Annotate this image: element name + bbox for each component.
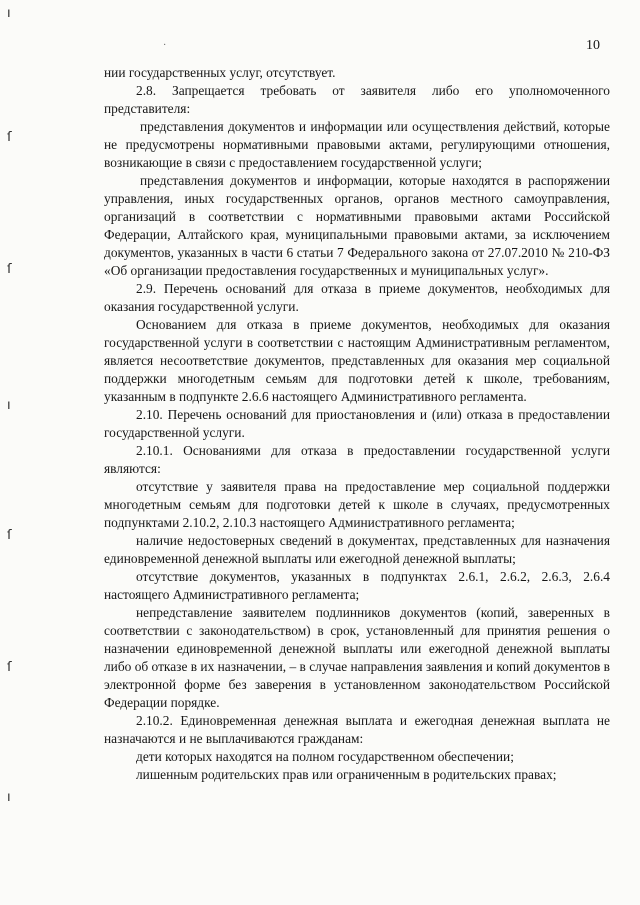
clause-2-8-item-1: представления документов и информации или осуществления действий, которые не предусмотрены нормативными правовыми актами, регулирующими отношения, возникающие в связи с предоставлением государственной услуги; xyxy=(104,119,610,170)
clause-2-10: 2.10. Перечень оснований для приостановления и (или) отказа в предоставлении государственной услуги. xyxy=(104,407,610,440)
clause-2-10-1-item-3: отсутствие документов, указанных в подпунктах 2.6.1, 2.6.2, 2.6.3, 2.6.4 настоящего Административного регламента; xyxy=(104,569,610,602)
scan-speck: · xyxy=(163,40,167,51)
binding-hole-mark: ſ xyxy=(7,660,12,675)
clause-2-9: 2.9. Перечень оснований для отказа в приеме документов, необходимых для оказания государственной услуги. xyxy=(104,281,610,314)
clause-2-10-2-item-1: дети которых находятся на полном государственном обеспечении; xyxy=(136,749,514,764)
paragraph-continuation: нии государственных услуг, отсутствует. xyxy=(104,65,336,80)
clause-2-8: 2.8. Запрещается требовать от заявителя либо его уполномоченного представителя: xyxy=(104,83,610,116)
clause-2-9-text: Основанием для отказа в приеме документов, необходимых для оказания государственной услуги в соответствии с настоящим Административным регламентом, является несоответствие документов, представленных для оказания мер социальной поддержки многодетным семьям для подготовки детей к школе, требованиям, указанным в подпункте 2.6.6 настоящего Административного регламента. xyxy=(104,317,610,404)
binding-hole-mark: ſ xyxy=(7,528,12,543)
binding-hole-mark: ſ xyxy=(7,262,12,277)
clause-2-10-2: 2.10.2. Единовременная денежная выплата и ежегодная денежная выплата не назначаются и не выплачиваются гражданам: xyxy=(104,713,610,746)
binding-hole-mark: ı xyxy=(7,6,11,21)
document-body xyxy=(104,64,610,784)
clause-2-10-2-item-2: лишенным родительских прав или ограниченным в родительских правах; xyxy=(136,767,557,782)
clause-2-10-1-item-4: непредставление заявителем подлинников документов (копий, заверенных в соответствии с законодательством) в срок, установленный для принятия решения о назначении единовременной денежной выплаты или ежегодной денежной выплаты либо об отказе в их назначении, – в случае направления заявления и копий документов в электронной форме без заверения в установленном законодательством Российской Федерации порядке. xyxy=(104,605,611,710)
binding-hole-mark: ſ xyxy=(7,130,12,145)
binding-hole-mark: ı xyxy=(7,790,11,805)
clause-2-10-1-item-1: отсутствие у заявителя права на предоставление мер социальной поддержки многодетным семьям для подготовки детей к школе в случаях, предусмотренных подпунктами 2.10.2, 2.10.3 настоящего Административного регламента; xyxy=(104,479,610,530)
binding-hole-mark: ı xyxy=(7,398,11,413)
clause-2-10-1-item-2: наличие недостоверных сведений в документах, представленных для назначения единовременной денежной выплаты или ежегодной денежной выплаты; xyxy=(104,533,610,566)
clause-2-8-item-2: представления документов и информации, которые находятся в распоряжении управления, иных государственных органов, органов местного самоуправления, организаций в соответствии с нормативными правовыми актами Российской Федерации, Алтайского края, муниципальными правовыми актами, за исключением документов, указанных в части 6 статьи 7 Федерального закона от 27.07.2010 № 210-ФЗ «Об организации предоставления государственных и муниципальных услуг». xyxy=(104,173,610,278)
page-number: 10 xyxy=(586,38,600,53)
clause-2-10-1: 2.10.1. Основаниями для отказа в предоставлении государственной услуги являются: xyxy=(104,443,610,476)
